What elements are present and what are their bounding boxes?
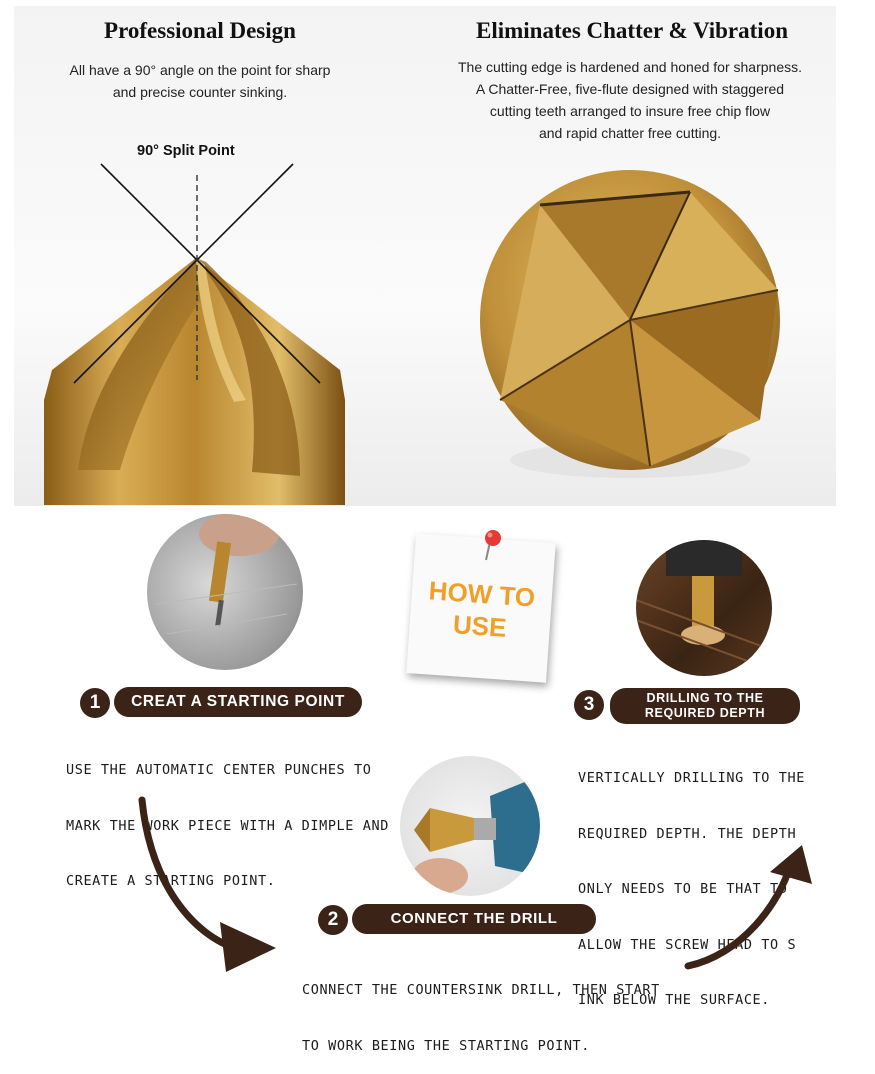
chatter-title: Eliminates Chatter & Vibration [476,18,788,43]
chatter-line: A Chatter-Free, five-flute designed with staggered [475,81,785,97]
step2-number: 2 [318,905,348,935]
note-line: HOW TO [427,575,537,613]
step3-line: INK BELOW THE SURFACE. [578,992,771,1008]
step3-line: VERTICALLY DRILLING TO THE [578,770,805,786]
step3-line: ONLY NEEDS TO BE THAT TO [578,881,788,897]
step2-title: CONNECT THE DRILL [352,904,596,934]
step1-number: 1 [80,688,110,718]
step1-line: CREATE A STARTING POINT. [66,873,276,889]
step3-title-line: DRILLING TO THE [646,691,764,705]
chatter-line: and rapid chatter free cutting. [538,125,722,141]
chatter-line: cutting teeth arranged to insure free chip flow [489,103,771,119]
chatter-line: The cutting edge is hardened and honed for sharpness. [457,59,803,75]
step2-line: TO WORK BEING THE STARTING POINT. [302,1037,591,1054]
step1-line: USE THE AUTOMATIC CENTER PUNCHES TO [66,762,372,778]
step2-line: CONNECT THE COUNTERSINK DRILL, THEN START [302,982,660,998]
design-line: All have a 90° angle on the point for sharp [69,62,331,78]
step3-title-line: REQUIRED DEPTH [644,706,766,720]
step3-line: ALLOW THE SCREW HEAD TO S [578,936,797,953]
design-title: Professional Design [104,18,296,43]
step3-line: REQUIRED DEPTH. THE DEPTH [578,825,797,842]
step1-line: MARK THE WORK PIECE WITH A DIMPLE AND [66,817,389,834]
design-line: and precise counter sinking. [112,84,288,100]
note-line: USE [452,609,508,643]
split-point-label: 90° Split Point [137,143,235,159]
step3-number: 3 [574,690,604,720]
step1-title: CREAT A STARTING POINT [114,687,362,717]
